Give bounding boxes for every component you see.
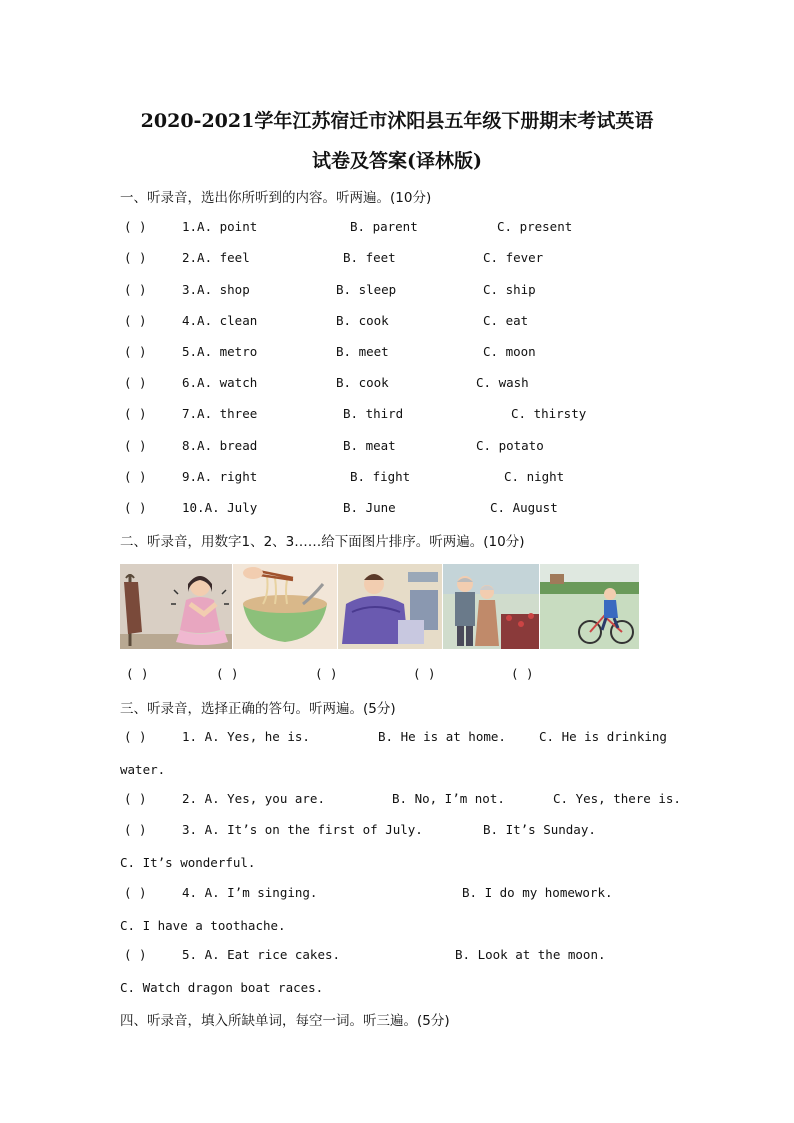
- answer-blank[interactable]: ( ): [124, 250, 147, 265]
- option-b: B. third: [343, 406, 404, 421]
- option-a: 3.A. shop: [182, 282, 250, 297]
- option-c: C. ship: [483, 282, 536, 297]
- answer-blank[interactable]: ( ): [124, 729, 147, 744]
- answer-blank[interactable]: ( ): [124, 313, 147, 328]
- option-b: B. feet: [343, 250, 396, 265]
- picture-answer-blank[interactable]: ( ): [216, 666, 239, 681]
- picture-boy-folding-clothes: [338, 564, 442, 649]
- option-a: 2. A. Yes, you are.: [182, 791, 325, 806]
- option-c: C. night: [504, 469, 565, 484]
- picture-elderly-couple: [443, 564, 539, 649]
- option-b: B. parent: [350, 219, 418, 234]
- option-c: C. wash: [476, 375, 529, 390]
- option-a: 5. A. Eat rice cakes.: [182, 947, 341, 962]
- answer-blank[interactable]: ( ): [124, 947, 147, 962]
- option-b: B. cook: [336, 375, 389, 390]
- option-b: B. It’s Sunday.: [483, 822, 596, 837]
- question-row: [0, 406, 794, 424]
- option-c: C. present: [497, 219, 573, 234]
- question-row: [0, 375, 794, 393]
- option-a: 4.A. clean: [182, 313, 258, 328]
- option-c: C. He is drinking: [539, 729, 667, 744]
- option-b: B. Look at the moon.: [455, 947, 606, 962]
- answer-blank[interactable]: ( ): [124, 344, 147, 359]
- question-row: [0, 250, 794, 268]
- picture-answer-blank[interactable]: ( ): [413, 666, 436, 681]
- question-row: [0, 469, 794, 487]
- picture-answer-row: [0, 666, 794, 684]
- question-row: [0, 885, 794, 903]
- option-b: B. sleep: [336, 282, 397, 297]
- option-a: 4. A. I’m singing.: [182, 885, 318, 900]
- option-a: 2.A. feel: [182, 250, 250, 265]
- answer-blank[interactable]: ( ): [124, 885, 147, 900]
- option-b: B. I do my homework.: [462, 885, 613, 900]
- option-c: C. August: [490, 500, 558, 515]
- section-4-heading: 四、听录音，填入所缺单词，每空一词。听三遍。(5分): [120, 1013, 450, 1029]
- question-row-wrap: [0, 855, 794, 873]
- picture-answer-blank[interactable]: ( ): [126, 666, 149, 681]
- option-wrap-text: water.: [120, 762, 166, 777]
- question-row: [0, 791, 794, 809]
- question-row: [0, 313, 794, 331]
- picture-woman-feeling-cold: [120, 564, 232, 649]
- section-3-heading: 三、听录音，选择正确的答句。听两遍。(5分): [120, 701, 396, 717]
- option-a: 1. A. Yes, he is.: [182, 729, 310, 744]
- picture-boy-riding-bike: [540, 564, 639, 649]
- question-row: [0, 947, 794, 965]
- option-b: B. June: [343, 500, 396, 515]
- answer-blank[interactable]: ( ): [124, 822, 147, 837]
- option-c: C. I have a toothache.: [120, 918, 286, 933]
- question-row-wrap: [0, 980, 794, 998]
- question-row: [0, 822, 794, 840]
- answer-blank[interactable]: ( ): [124, 791, 147, 806]
- answer-blank[interactable]: ( ): [124, 282, 147, 297]
- option-b: B. cook: [336, 313, 389, 328]
- option-b: B. meat: [343, 438, 396, 453]
- picture-answer-blank[interactable]: ( ): [511, 666, 534, 681]
- option-c: C. moon: [483, 344, 536, 359]
- option-b: B. No, I’m not.: [392, 791, 505, 806]
- answer-blank[interactable]: ( ): [124, 219, 147, 234]
- picture-bowl-of-noodles: [233, 564, 337, 649]
- picture-answer-blank[interactable]: ( ): [315, 666, 338, 681]
- option-c: C. fever: [483, 250, 544, 265]
- exam-title-line-1: 2020-2021学年江苏宿迁市沭阳县五年级下册期末考试英语: [140, 110, 654, 132]
- option-a: 9.A. right: [182, 469, 258, 484]
- option-a: 1.A. point: [182, 219, 258, 234]
- option-a: 10.A. July: [182, 500, 258, 515]
- option-b: B. He is at home.: [378, 729, 506, 744]
- option-b: B. meet: [336, 344, 389, 359]
- section-2-heading: 二、听录音，用数字1、2、3……给下面图片排序。听两遍。(10分): [120, 534, 525, 550]
- section-1-heading: 一、听录音，选出你所听到的内容。听两遍。(10分): [120, 190, 432, 206]
- answer-blank[interactable]: ( ): [124, 375, 147, 390]
- question-row: [0, 344, 794, 362]
- question-row: [0, 500, 794, 518]
- answer-blank[interactable]: ( ): [124, 438, 147, 453]
- answer-blank[interactable]: ( ): [124, 469, 147, 484]
- option-c: C. Watch dragon boat races.: [120, 980, 324, 995]
- question-row: [0, 282, 794, 300]
- option-c: C. eat: [483, 313, 529, 328]
- answer-blank[interactable]: ( ): [124, 500, 147, 515]
- option-a: 7.A. three: [182, 406, 258, 421]
- option-c: C. thirsty: [511, 406, 587, 421]
- exam-title-line-2: 试卷及答案(译林版): [312, 150, 482, 172]
- option-c: C. potato: [476, 438, 544, 453]
- picture-strip: [120, 564, 640, 649]
- answer-blank[interactable]: ( ): [124, 406, 147, 421]
- question-row: [0, 219, 794, 237]
- question-row: [0, 438, 794, 456]
- question-row: [0, 729, 794, 747]
- option-c: C. Yes, there is.: [553, 791, 681, 806]
- question-row-wrap: [0, 762, 794, 780]
- option-a: 8.A. bread: [182, 438, 258, 453]
- option-c: C. It’s wonderful.: [120, 855, 256, 870]
- question-row-wrap: [0, 918, 794, 936]
- option-a: 6.A. watch: [182, 375, 258, 390]
- option-a: 3. A. It’s on the first of July.: [182, 822, 423, 837]
- option-a: 5.A. metro: [182, 344, 258, 359]
- option-b: B. fight: [350, 469, 411, 484]
